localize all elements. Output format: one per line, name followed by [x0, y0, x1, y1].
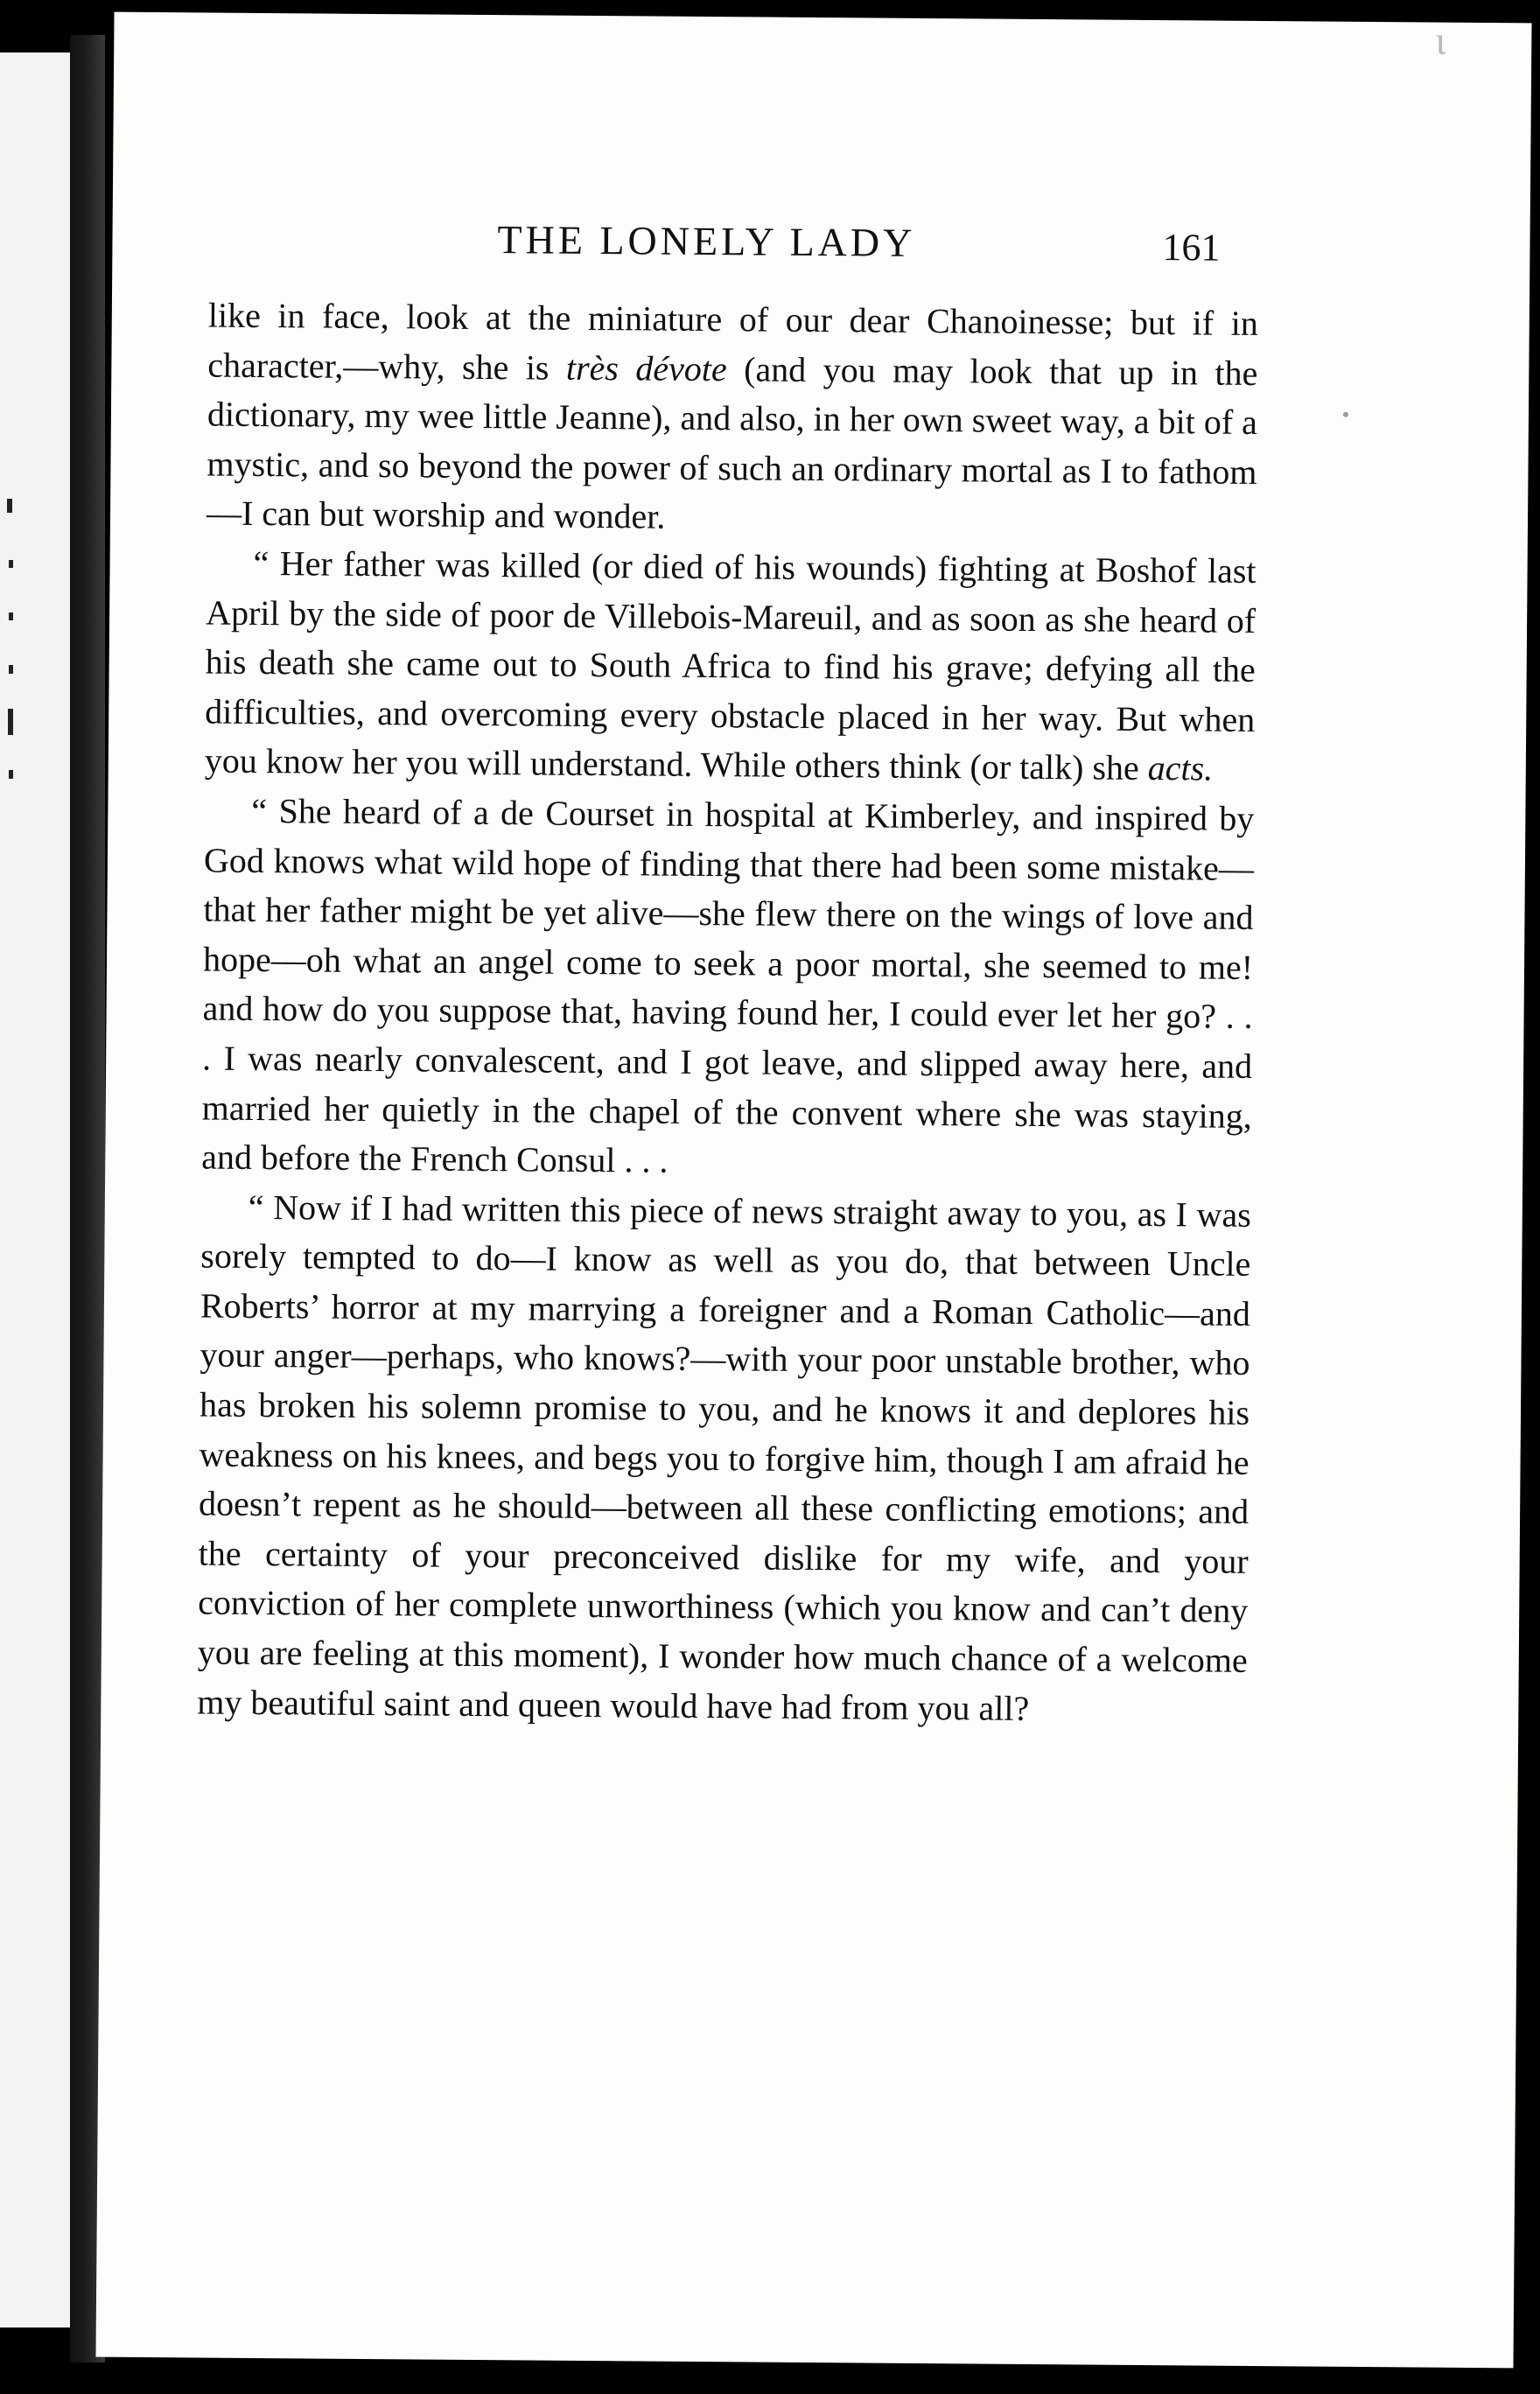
- italic-text: acts.: [1147, 748, 1214, 788]
- paragraph-2: [205, 538, 1256, 794]
- corner-pencil-mark: ɩ: [1435, 18, 1446, 63]
- facing-page-text-fragments: [0, 52, 61, 2328]
- text-run: “ Her father was killed (or died of his wounds) fighting at Boshof last April by the side of poor de Villebois-Mareuil, and as soon as she heard of his death she came out to South Africa to find his grave; defying all the difficulties, and overcoming every obstacle placed in her way. But when you know her you will understand. While others think (or talk) she: [204, 542, 1256, 788]
- text-run: (and you may look that up in the dictionary, my wee little Jeanne), and also, in her own sweet way, a bit of a mystic, and so beyond the power of such an ordinary mortal as I to fathom—I can but worship and wonder.: [206, 348, 1258, 537]
- paragraph-4: [197, 1182, 1251, 1735]
- italic-text: très dévote: [565, 347, 727, 388]
- facing-page-edge: [0, 52, 70, 2328]
- page-number: 161: [1162, 226, 1221, 270]
- body-text: [197, 291, 1258, 1736]
- running-title: THE LONELY LADY: [497, 217, 916, 265]
- book-page: [96, 12, 1532, 2369]
- paragraph-3: [201, 786, 1255, 1190]
- text-run: like in face, look at the miniature of our dear Chanoinesse; but if in character,—why, she is: [207, 295, 1258, 388]
- text-run: “ Now if I had written this piece of news straight away to you, as I was sorely tempted to do—I know as well as you do, that between Uncle Roberts’ horror at my marrying a foreigner and a Roman Catholic—and your anger—perhaps, who knows?—with your poor unstable brother, who has broken his solemn promise to you, and he knows it and deplores his weakness on his knees, and begs you to forgive him, though I am afraid he doesn’t repent as he should—between all these conflicting emotions; and the certainty of your preconceived dislike for my wife, and your conviction of her complete unworthiness (which you know and can’t deny you are feeling at this moment), I wonder how much chance of a welcome my beautiful saint and queen would have had from you all?: [197, 1186, 1251, 1728]
- text-run: “ She heard of a de Courset in hospital at Kimberley, and inspired by God knows what wild hope of finding that there had been some mistake—that her father might be yet alive—she flew there on the wings of love and hope—oh what an angel come to seek a poor mortal, she seemed to me! and how do you suppose that, having found her, I could ever let her go? . . . I was nearly convalescent, and I got leave, and slipped away here, and married her quietly in the chapel of the convent where she was staying, and before the French Consul . . .: [201, 790, 1255, 1180]
- page-header: [112, 214, 1530, 304]
- paragraph-1: [206, 291, 1258, 547]
- paper-speck: [1343, 412, 1348, 417]
